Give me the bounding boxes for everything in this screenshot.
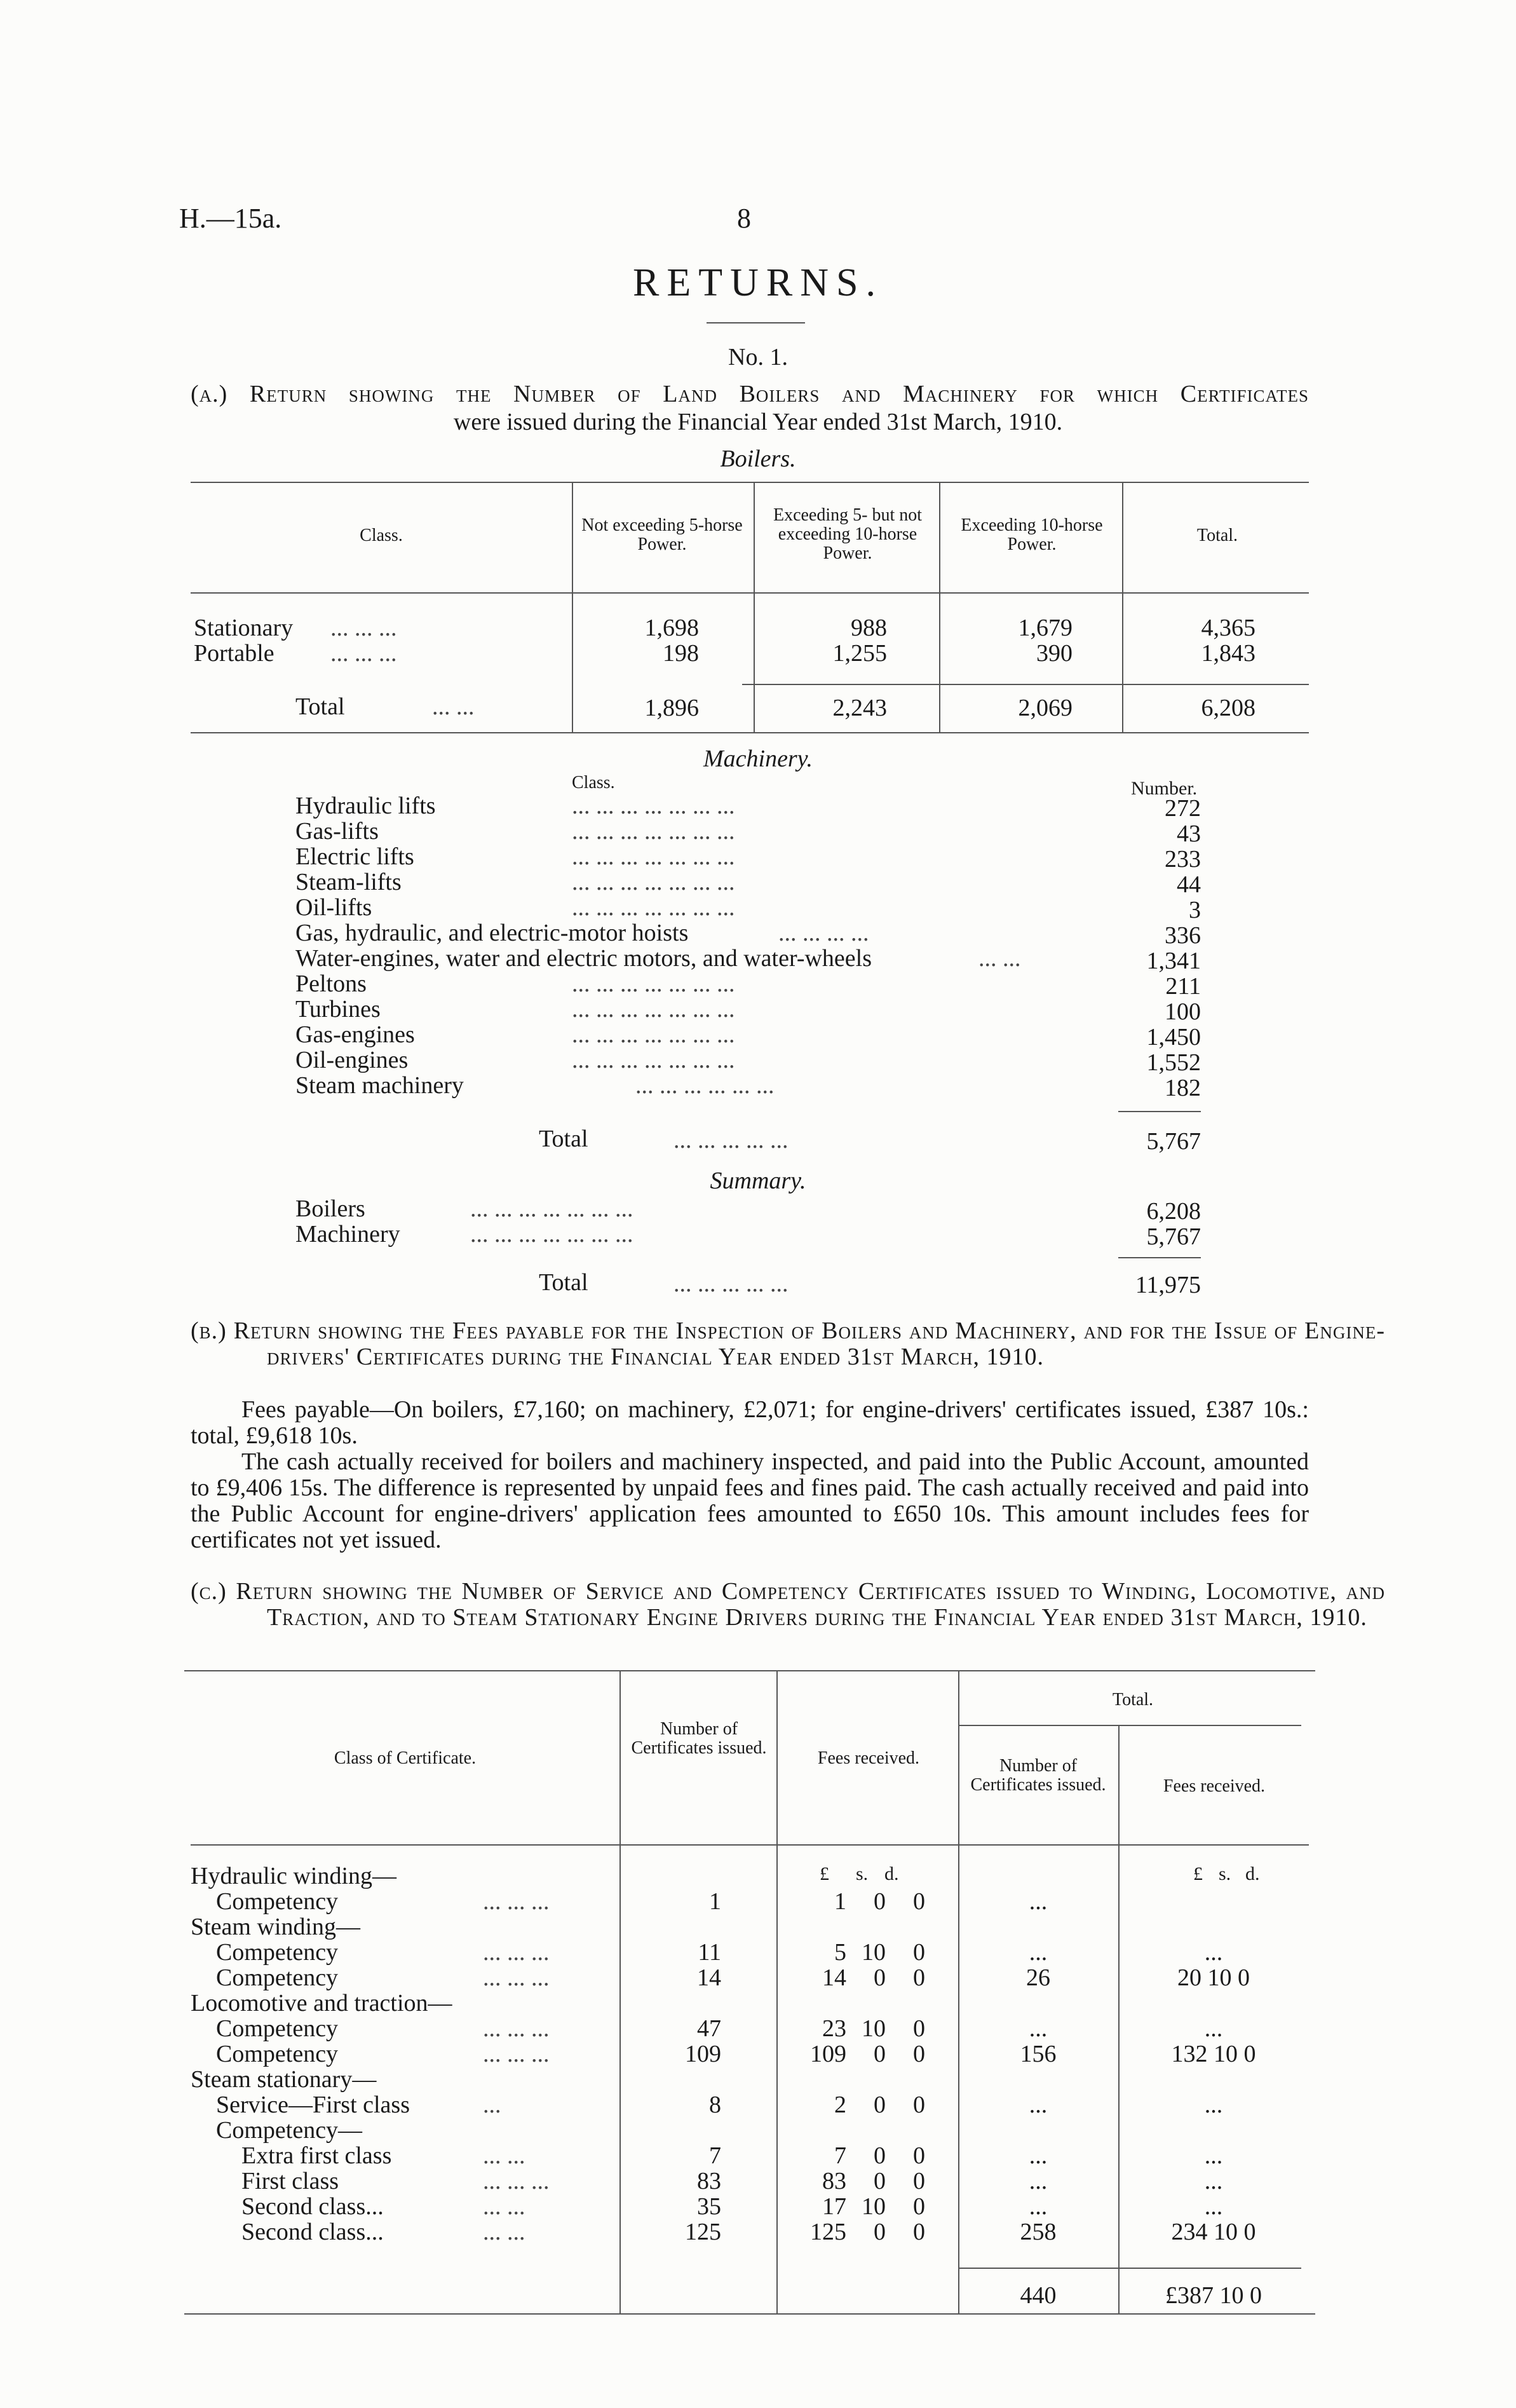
- currency-s-header: s.: [856, 1863, 869, 1884]
- return-c-title: (c.) Return showing the Number of Service and Competency Certificates issued to Winding, Locomotive, and Traction, and to Steam Stationary Engine Drivers during the Financial Year ended 31st March, 1910.: [191, 1578, 1385, 1631]
- row-dots: ... ... ...: [483, 2168, 550, 2194]
- row-pence: 0: [913, 2142, 925, 2169]
- row-pounds: 17: [822, 2193, 846, 2220]
- row-label: Locomotive and traction—: [191, 1990, 452, 2017]
- machinery-caption: Machinery.: [703, 745, 813, 772]
- total-currency-s-header: s.: [1219, 1863, 1231, 1884]
- cert-header-number: Number of Certificates issued.: [631, 1719, 767, 1758]
- row-label: First class: [241, 2168, 339, 2194]
- row-pence: 0: [913, 1939, 925, 1966]
- cert-header-total-number: Number of Certificates issued.: [970, 1756, 1106, 1795]
- machinery-class-header: Class.: [572, 773, 615, 792]
- grand-total-fees: £387 10 0: [1165, 2282, 1262, 2309]
- row-number: 8: [709, 2092, 721, 2118]
- row-total-number: ...: [1029, 2015, 1048, 2042]
- row-label: Competency: [216, 1888, 339, 1915]
- row-dots: ... ...: [483, 2193, 525, 2220]
- title-rule: [707, 322, 805, 323]
- row-number: 35: [697, 2193, 721, 2220]
- row-pence: 0: [913, 2168, 925, 2194]
- row-total-number: 156: [1020, 2041, 1057, 2067]
- row-pounds: 14: [822, 1964, 846, 1991]
- row-pence: 0: [913, 2092, 925, 2118]
- row-pounds: 125: [810, 2219, 846, 2245]
- row-total-number: ...: [1029, 2142, 1048, 2169]
- row-shillings: 0: [874, 2219, 886, 2245]
- summary-total-rule: [1118, 1257, 1201, 1258]
- row-number: 14: [697, 1964, 721, 1991]
- boilers-header-not-exceeding-5: Not exceeding 5-horse Power.: [581, 515, 743, 554]
- row-number: 125: [685, 2219, 721, 2245]
- row-pounds: 2: [834, 2092, 846, 2118]
- row-number: 47: [697, 2015, 721, 2042]
- row-dots: ... ... ...: [483, 2041, 550, 2067]
- row-total-number: 258: [1020, 2219, 1057, 2245]
- row-label: Steam winding—: [191, 1914, 361, 1940]
- machinery-number-header: Number.: [1131, 778, 1198, 799]
- row-pounds: 83: [822, 2168, 846, 2194]
- row-total-number: ...: [1029, 1888, 1048, 1915]
- return-b-cash-paragraph: The cash actually received for boilers and machinery inspected, and paid into the Public Account, amounted to £9,406 15s. The difference is represented by unpaid fees and fines paid. The cash actually received and paid into the Public Account for engine-drivers' application fees amounted to £650 10s. This amount includes fees for certificates not yet issued.: [191, 1448, 1309, 1553]
- row-shillings: 10: [862, 2193, 886, 2220]
- row-shillings: 10: [862, 1939, 886, 1966]
- row-pounds: 1: [834, 1888, 846, 1915]
- row-total-number: ...: [1029, 2092, 1048, 2118]
- row-label: Extra first class: [241, 2142, 392, 2169]
- row-shillings: 0: [874, 1888, 886, 1915]
- return-a-title-line1: (a.) Return showing the Number of Land Boilers and Machinery for which Certificates: [191, 381, 1309, 407]
- total-currency-d-header: d.: [1245, 1863, 1260, 1884]
- row-total-number: 26: [1026, 1964, 1050, 1991]
- boilers-header-class: Class.: [360, 526, 403, 545]
- row-shillings: 0: [874, 1964, 886, 1991]
- row-total-fees: 20 10 0: [1177, 1964, 1250, 1991]
- row-pounds: 7: [834, 2142, 846, 2169]
- row-number: 83: [697, 2168, 721, 2194]
- return-number: No. 1.: [728, 344, 788, 371]
- row-pence: 0: [913, 1888, 925, 1915]
- total-currency-l-header: £: [1193, 1863, 1203, 1884]
- row-total-fees: 234 10 0: [1171, 2219, 1256, 2245]
- cert-header-total: Total.: [1112, 1690, 1154, 1710]
- return-a-title-line2: were issued during the Financial Year ended 31st March, 1910.: [453, 409, 1063, 435]
- row-number: 1: [709, 1888, 721, 1915]
- row-number: 11: [698, 1939, 721, 1966]
- row-label: Second class...: [241, 2193, 384, 2220]
- return-b-fees-paragraph: Fees payable—On boilers, £7,160; on machinery, £2,071; for engine-drivers' certificates issued, £387 10s.: total, £9,618 10s.: [191, 1396, 1309, 1449]
- summary-caption: Summary.: [710, 1167, 806, 1194]
- cert-header-class: Class of Certificate.: [334, 1748, 477, 1768]
- row-pence: 0: [913, 2015, 925, 2042]
- row-pounds: 109: [810, 2041, 846, 2067]
- boilers-header-over-10: Exceeding 10-horse Power.: [961, 515, 1103, 554]
- row-label: Hydraulic winding—: [191, 1863, 397, 1889]
- row-label: Competency: [216, 1964, 339, 1991]
- row-dots: ... ... ...: [483, 1964, 550, 1991]
- page-number: 8: [737, 203, 751, 234]
- row-total-fees: ...: [1204, 2092, 1223, 2118]
- row-dots: ... ... ...: [483, 2015, 550, 2042]
- currency-d-header: d.: [884, 1863, 899, 1884]
- row-pence: 0: [913, 1964, 925, 1991]
- row-label: Second class...: [241, 2219, 384, 2245]
- row-dots: ...: [483, 2092, 501, 2118]
- row-dots: ... ... ...: [483, 1888, 550, 1915]
- row-total-number: ...: [1029, 1939, 1048, 1966]
- row-dots: ... ... ...: [483, 1939, 550, 1966]
- row-label: Steam stationary—: [191, 2066, 377, 2093]
- row-shillings: 10: [862, 2015, 886, 2042]
- row-total-fees: ...: [1204, 2142, 1223, 2169]
- row-pounds: 5: [834, 1939, 846, 1966]
- boilers-caption: Boilers.: [720, 446, 796, 472]
- boilers-header-5-to-10: Exceeding 5- but not exceeding 10-horse Power.: [773, 505, 923, 563]
- row-shillings: 0: [874, 2168, 886, 2194]
- return-b-title: (b.) Return showing the Fees payable for the Inspection of Boilers and Machinery, and for the Issue of Engine-drivers' Certificates during the Financial Year ended 31st March, 1910.: [191, 1317, 1385, 1370]
- page-ref: H.—15a.: [179, 203, 282, 234]
- machinery-total-rule: [1118, 1111, 1201, 1112]
- row-dots: ... ...: [483, 2142, 525, 2169]
- row-label: Competency—: [216, 2117, 363, 2144]
- grand-total-number: 440: [1020, 2282, 1057, 2309]
- row-number: 7: [709, 2142, 721, 2169]
- row-shillings: 0: [874, 2092, 886, 2118]
- row-pounds: 23: [822, 2015, 846, 2042]
- page-title: RETURNS.: [633, 261, 883, 304]
- row-shillings: 0: [874, 2041, 886, 2067]
- row-pence: 0: [913, 2193, 925, 2220]
- row-pence: 0: [913, 2041, 925, 2067]
- row-label: Competency: [216, 2015, 339, 2042]
- row-label: Competency: [216, 2041, 339, 2067]
- row-total-fees: ...: [1204, 1939, 1223, 1966]
- row-total-fees: ...: [1204, 2168, 1223, 2194]
- row-dots: ... ...: [483, 2219, 525, 2245]
- row-pence: 0: [913, 2219, 925, 2245]
- row-total-number: ...: [1029, 2168, 1048, 2194]
- row-label: Competency: [216, 1939, 339, 1966]
- cert-header-fees: Fees received.: [817, 1748, 920, 1768]
- row-number: 109: [685, 2041, 721, 2067]
- row-label: Service—First class: [216, 2092, 410, 2118]
- row-shillings: 0: [874, 2142, 886, 2169]
- cert-header-total-fees: Fees received.: [1163, 1776, 1266, 1796]
- row-total-fees: ...: [1204, 2193, 1223, 2220]
- currency-l-header: £: [820, 1863, 829, 1884]
- row-total-fees: ...: [1204, 2015, 1223, 2042]
- row-total-fees: 132 10 0: [1171, 2041, 1256, 2067]
- row-total-number: ...: [1029, 2193, 1048, 2220]
- boilers-header-total: Total.: [1196, 526, 1238, 545]
